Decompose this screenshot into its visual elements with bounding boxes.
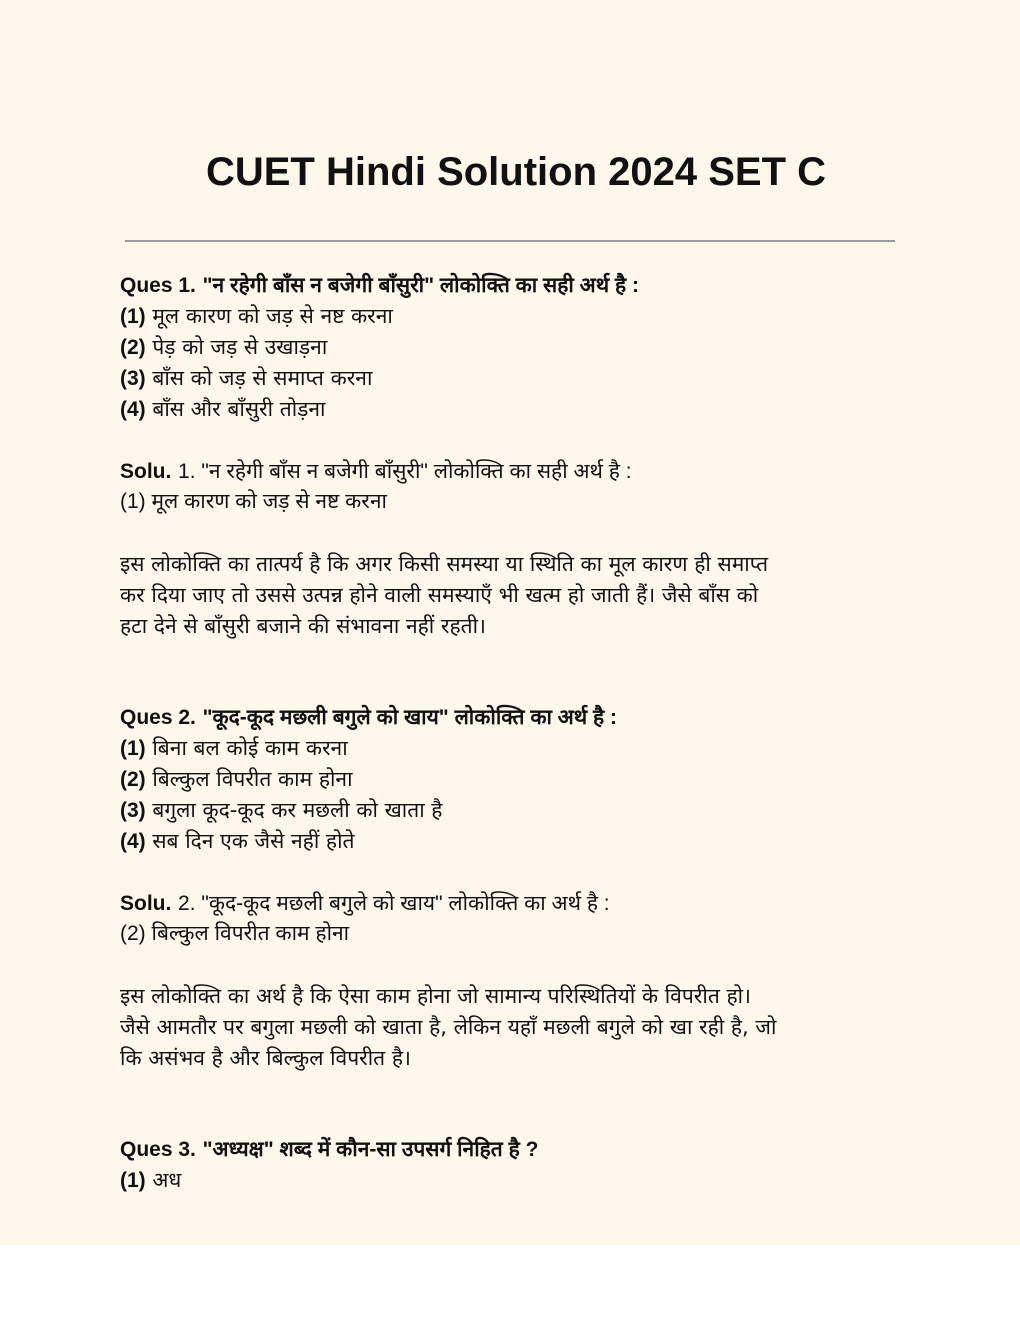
- option: [120, 302, 393, 331]
- divider: [125, 240, 895, 242]
- option: [120, 395, 325, 424]
- question-text: "कूद-कूद मछली बगुले को खाय" लोकोक्ति का अर्थ है :: [202, 706, 617, 729]
- option-number: (1): [120, 737, 146, 760]
- solution-answer: (1) मूल कारण को जड़ से नष्ट करना: [120, 490, 387, 513]
- option-number: (3): [120, 799, 146, 822]
- solution-text: 1. "न रहेगी बाँस न बजेगी बाँसुरी" लोकोक्ति का सही अर्थ है :: [178, 460, 632, 483]
- solution-answer: (2) बिल्कुल विपरीत काम होना: [120, 922, 350, 945]
- page-title: CUET Hindi Solution 2024 SET C: [205, 150, 827, 194]
- explanation-line: हटा देने से बाँसुरी बजाने की संभावना नहीं रहती।: [120, 614, 486, 638]
- option-number: (3): [120, 367, 146, 390]
- explanation-line: जैसे आमतौर पर बगुला मछली को खाता है, लेकिन यहाँ मछली बगुले को खा रही है, जो: [120, 1015, 777, 1039]
- solution-label: Solu.: [120, 460, 172, 483]
- explanation-line: इस लोकोक्ति का अर्थ है कि ऐसा काम होना जो सामान्य परिस्थितियों के विपरीत हो।: [120, 984, 752, 1008]
- option-number: (4): [120, 398, 146, 421]
- question-3: [120, 1135, 538, 1164]
- question-2: [120, 703, 617, 732]
- option-number: (2): [120, 336, 146, 359]
- option: [120, 796, 442, 825]
- option: [120, 734, 348, 763]
- option: [120, 765, 353, 794]
- explanation-line: इस लोकोक्ति का तात्पर्य है कि अगर किसी समस्या या स्थिति का मूल कारण ही समाप्त: [120, 552, 769, 576]
- question-text: "अध्यक्ष" शब्द में कौन-सा उपसर्ग निहित है ?: [202, 1138, 539, 1161]
- option-text: बाँस को जड़ से समाप्त करना: [152, 366, 373, 390]
- option: [120, 1166, 181, 1195]
- option-text: बिल्कुल विपरीत काम होना: [152, 767, 353, 791]
- option-number: (1): [120, 305, 146, 328]
- explanation-line: कि असंभव है और बिल्कुल विपरीत है।: [120, 1046, 411, 1070]
- question-label: Ques 1.: [120, 274, 196, 297]
- solution-1: [120, 457, 632, 486]
- option: [120, 333, 327, 362]
- question-1: [120, 271, 639, 300]
- option-number: (4): [120, 830, 146, 853]
- option: [120, 364, 372, 393]
- question-label: Ques 2.: [120, 706, 196, 729]
- solution-text: 2. "कूद-कूद मछली बगुले को खाय" लोकोक्ति का अर्थ है :: [178, 892, 610, 915]
- option-text: मूल कारण को जड़ से नष्ट करना: [152, 304, 393, 328]
- option-text: अध: [152, 1168, 182, 1192]
- solution-label: Solu.: [120, 892, 172, 915]
- option-text: बगुला कूद-कूद कर मछली को खाता है: [152, 798, 443, 822]
- question-text: "न रहेगी बाँस न बजेगी बाँसुरी" लोकोक्ति का सही अर्थ है :: [202, 274, 639, 297]
- option: [120, 827, 355, 856]
- option-number: (1): [120, 1169, 146, 1192]
- option-text: सब दिन एक जैसे नहीं होते: [152, 829, 355, 853]
- option-text: बिना बल कोई काम करना: [152, 736, 348, 760]
- option-text: बाँस और बाँसुरी तोड़ना: [152, 397, 326, 421]
- explanation-line: कर दिया जाए तो उससे उत्पन्न होने वाली समस्याएँ भी खत्म हो जाती हैं। जैसे बाँस को: [120, 583, 759, 607]
- option-number: (2): [120, 768, 146, 791]
- option-text: पेड़ को जड़ से उखाड़ना: [152, 335, 328, 359]
- solution-2: [120, 889, 610, 918]
- question-label: Ques 3.: [120, 1138, 196, 1161]
